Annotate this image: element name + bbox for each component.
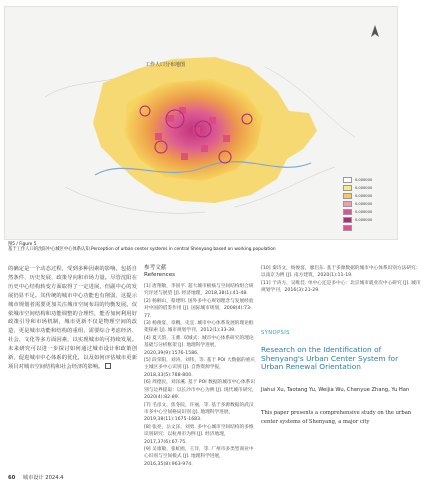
- map-legend: [343, 176, 393, 232]
- legend-label: 0.000000: [355, 210, 373, 214]
- legend-item: [343, 200, 393, 208]
- references-heading-en: References: [144, 272, 176, 278]
- legend-item: [343, 208, 393, 216]
- caption-text: 基于工作人口的沈阳中心城区中心体系认知 Perception of urban center systems in central Shenyang based on working population: [8, 247, 276, 252]
- synopsis-authors: Jiahui Xu, Taotang Yu, Weijia Wu, Chenyue Zhang, Yu Han: [261, 387, 410, 393]
- reference-item: [5] 段荣阳，刘涛，刘伟，等. 基于 POI 大数据的重庆主城区多中心识别 [J]. 自然资源学报，2018,33(5):788-800.: [144, 358, 256, 378]
- reference-item: [11] 于涛方，吴唯佳. 单中心还是多中心：北京城市就业次中心研究 [J]. 城市规划学刊，2016(3):21-29.: [261, 280, 421, 294]
- references-column: [144, 265, 257, 468]
- page-number: 60: [8, 475, 16, 481]
- caption-label: 图5 / Figure 5: [8, 242, 37, 247]
- map-compass: [371, 25, 379, 37]
- reference-item: [2] 杨桐山，蔡建明. 国外多中心规划理念与发展经验对中国的借鉴作用 [J]. 国际城市规划，2008(4):73-77.: [144, 298, 254, 319]
- reference-item: [8] 张亮，岳文泽，刘勇. 多中心城市空间结构的多维识别研究：以杭州市为例 [J]. 经济地理，2017,37(6):67-75.: [144, 424, 254, 445]
- body-text-column: [8, 265, 137, 372]
- reference-item: [6] 周德民，刘泽溪. 基于 POI 数据的城市中心体系识别与边界提取：以长沙市中心为例 [J]. 现代城市研究，2020(4):82-89.: [144, 380, 257, 401]
- reference-item: [10] 秦诗文，杨俊宴，廖启东. 基于多源数据的城市中心体系识别方法研究：以南京为例 [J]. 南方建筑，2020(1):11-19.: [261, 266, 421, 279]
- synopsis-body: This paper presents a comprehensive study on the urban center systems of Shenyang, a major city: [261, 410, 412, 425]
- reference-item: [1] 唐翔敏，李国平. 超大城市极核与空间结构组合研究评述与展望 [J]. 经济地理，2018,38(1):41-48.: [144, 284, 254, 297]
- synopsis-label: SYNOPSIS: [261, 330, 290, 336]
- legend-label: 0.000000: [355, 194, 373, 198]
- figure-caption: [8, 242, 403, 252]
- figure-map: [4, 6, 398, 240]
- legend-swatch: [343, 193, 352, 199]
- legend-swatch: [343, 177, 352, 183]
- legend-swatch: [343, 217, 352, 223]
- legend-item: [343, 224, 393, 232]
- reference-item: [3] 杨俊宴，章稠，史宜. 城市中心体系发展的理论框架探索 [J]. 城市规划学刊，2012(1):33-39.: [144, 321, 254, 334]
- body-paragraph: 的确定是一个动态过程，受到多种因素的影响。包括自然条件、历史发展、政策导向和市场力量。尽管沈阳在历史中心结构转变方面取得了一定进展，但副中心的发展仍显不足。其传统的城市中心功能也有削弱，这提示城市规划者需要更加关注城市空间布局的均衡发展。仅依城市空间结构和功能调整的合理性，能否加何利用好政策引导和市场机制，城市更新不仅是物理空间的改造，更是城市功能和结构的重组，需要综合考虑经济、社会、文化等多方面因素，以实现城市的可持续发展。未来研究可以进一步探讨如何通过城市设计和政策创新，促进城市中心体系的优化，以及如何评估城市更新项目对城市空间结构和社会经济的影响。: [8, 266, 137, 370]
- reference-item: [4] 夏天韵，王薰. 双城式：城市中心体系研究的理论基础与分析框架 [J]. 地理科学进展，2020,39(9):1576-1586.: [144, 335, 254, 356]
- synopsis-title: Research on the Identification of Shenyang's Urban Center System for Urban Renewal Orientation: [261, 345, 399, 372]
- references-heading: 参考文献: [144, 265, 167, 271]
- legend-label: 0.000000: [355, 202, 373, 206]
- urban-center-map: [5, 7, 397, 239]
- legend-label: 0.000000: [355, 218, 373, 222]
- legend-item: [343, 216, 393, 224]
- page-footer: [8, 474, 63, 481]
- legend-swatch: [343, 185, 352, 191]
- legend-swatch: [343, 201, 352, 207]
- map-title: 工作人口分布地图: [145, 62, 186, 68]
- legend-item: [343, 184, 393, 192]
- legend-swatch: [343, 225, 352, 231]
- legend-label: 0.000000: [355, 178, 373, 182]
- legend-item: [343, 176, 393, 184]
- end-mark-icon: [105, 363, 111, 369]
- reference-item: [7] 毛彦文，焦冬院，许丽，等. 基于多源数据的武汉市多中心空间格局识别 [J]. 地理科学进展，2019,38(11):1675-1683.: [144, 402, 254, 423]
- reference-item: [9] 吴康敏，张虹鸥，王洋，等. 广州市多类型商业中心识别与空间模式 [J]. 地理科学进展，2016,35(8):963-974.: [144, 446, 254, 467]
- journal-name: 城市设计 2024.4: [22, 475, 64, 481]
- references-column-continued: [261, 265, 421, 295]
- legend-item: [343, 192, 393, 200]
- legend-label: 0.000000: [355, 186, 373, 190]
- legend-swatch: [343, 209, 352, 215]
